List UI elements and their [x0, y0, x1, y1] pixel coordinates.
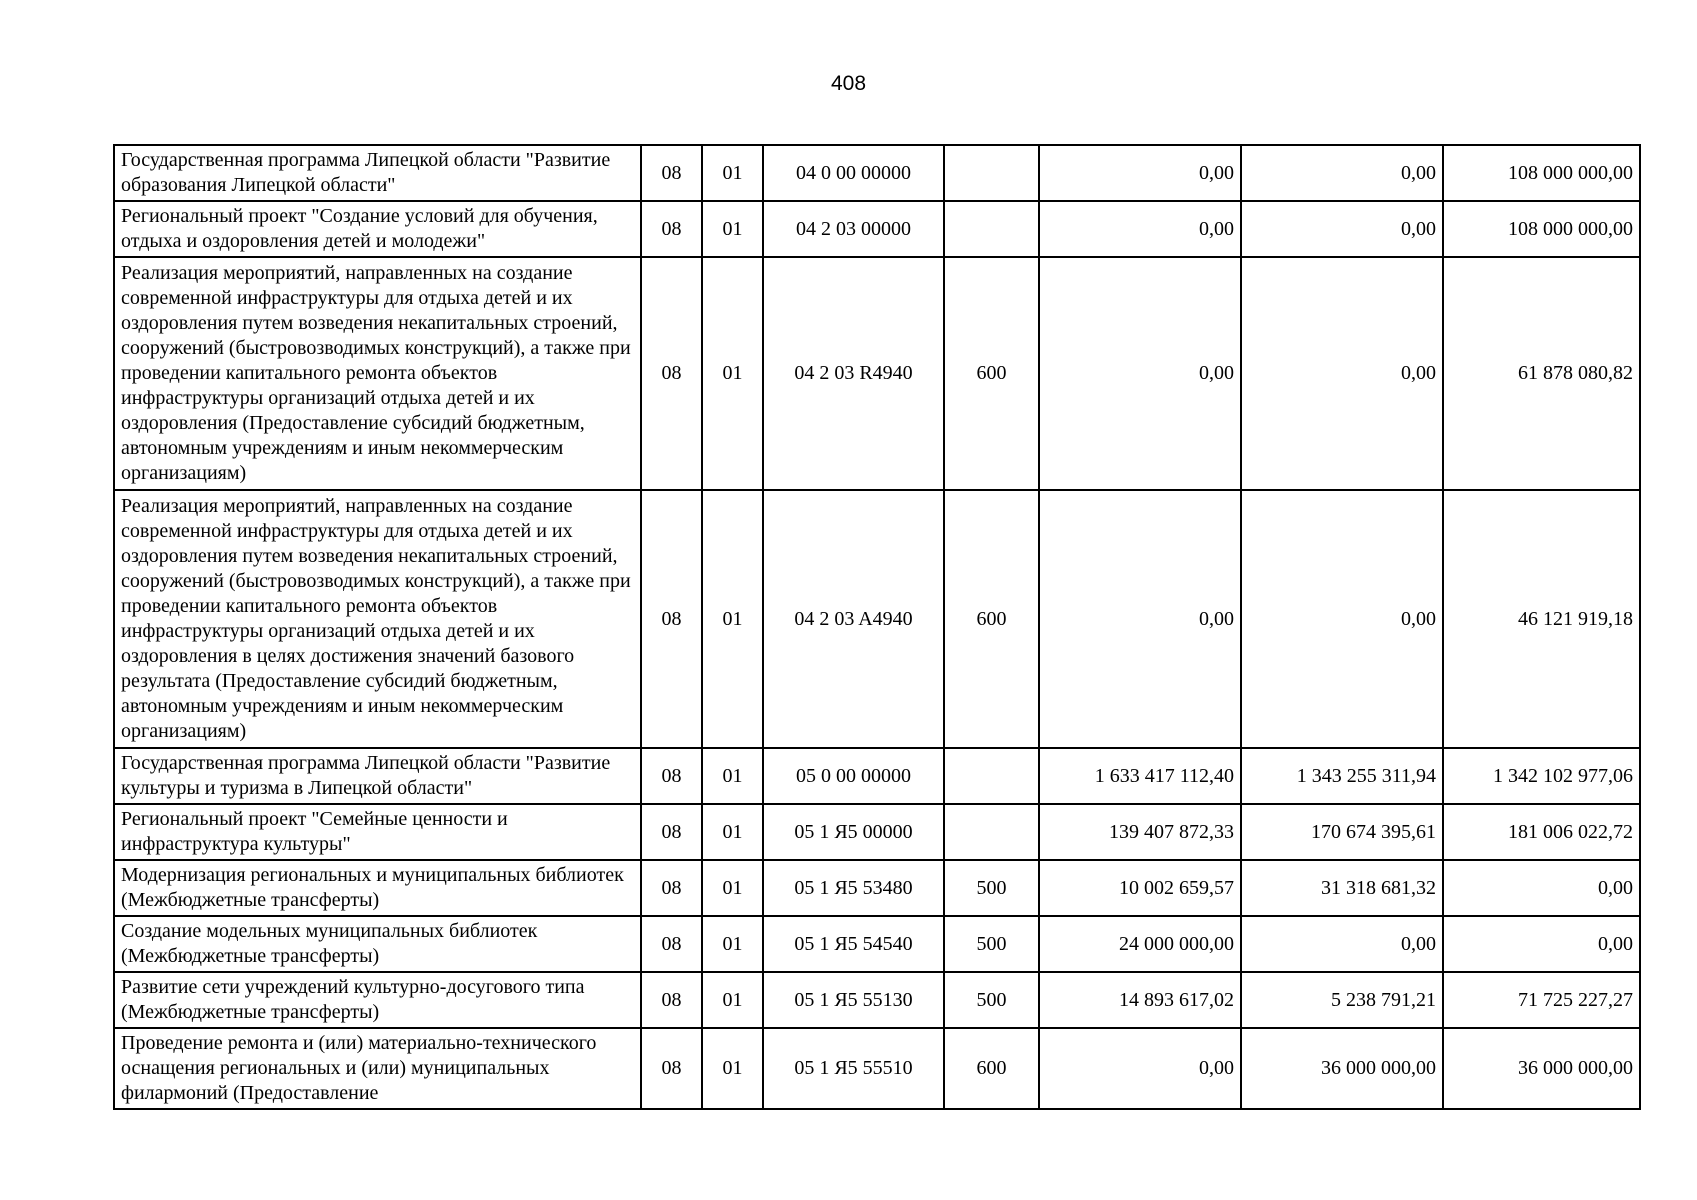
amount-year1-cell: 0,00	[1039, 145, 1241, 201]
row-name-cell: Государственная программа Липецкой области "Развитие образования Липецкой области"	[114, 145, 641, 201]
section-cell: 08	[641, 201, 702, 257]
table-row	[114, 201, 1640, 257]
expense-type-cell	[944, 201, 1039, 257]
table-row	[114, 748, 1640, 804]
subsection-cell: 01	[702, 748, 763, 804]
subsection-cell: 01	[702, 257, 763, 490]
expense-type-cell: 500	[944, 972, 1039, 1028]
row-name-cell: Реализация мероприятий, направленных на создание современной инфраструктуры для отдыха детей и их оздоровления путем возведения некапитальных строений, сооружений (быстровозводимых конструкций), а также при проведении капитального ремонта объектов инфраструктуры организаций отдыха детей и их оздоровления (Предоставление субсидий бюджетным, автономным учреждениям и иным некоммерческим организациям)	[114, 257, 641, 490]
table-row	[114, 860, 1640, 916]
amount-year1-cell: 0,00	[1039, 257, 1241, 490]
amount-year1-cell: 0,00	[1039, 1028, 1241, 1109]
amount-year2-cell: 0,00	[1241, 257, 1443, 490]
amount-year3-cell: 181 006 022,72	[1443, 804, 1640, 860]
amount-year2-cell: 0,00	[1241, 916, 1443, 972]
page-number: 408	[830, 72, 867, 95]
expense-type-cell	[944, 804, 1039, 860]
amount-year3-cell: 108 000 000,00	[1443, 145, 1640, 201]
amount-year2-cell: 170 674 395,61	[1241, 804, 1443, 860]
table-row	[114, 490, 1640, 748]
expense-type-cell: 600	[944, 257, 1039, 490]
target-article-cell: 04 2 03 00000	[763, 201, 944, 257]
table-row	[114, 1028, 1640, 1109]
amount-year1-cell: 14 893 617,02	[1039, 972, 1241, 1028]
target-article-cell: 05 1 Я5 00000	[763, 804, 944, 860]
subsection-cell: 01	[702, 804, 763, 860]
subsection-cell: 01	[702, 201, 763, 257]
row-name-cell: Проведение ремонта и (или) материально-технического оснащения региональных и (или) муниципальных филармоний (Предоставление	[114, 1028, 641, 1109]
amount-year2-cell: 36 000 000,00	[1241, 1028, 1443, 1109]
amount-year3-cell: 0,00	[1443, 860, 1640, 916]
subsection-cell: 01	[702, 490, 763, 748]
table-row	[114, 972, 1640, 1028]
row-name-cell: Региональный проект "Семейные ценности и инфраструктура культуры"	[114, 804, 641, 860]
table-row	[114, 916, 1640, 972]
amount-year3-cell: 1 342 102 977,06	[1443, 748, 1640, 804]
row-name-cell: Реализация мероприятий, направленных на создание современной инфраструктуры для отдыха детей и их оздоровления путем возведения некапитальных строений, сооружений (быстровозводимых конструкций), а также при проведении капитального ремонта объектов инфраструктуры организаций отдыха детей и их оздоровления в целях достижения значений базового результата (Предоставление субсидий бюджетным, автономным учреждениям и иным некоммерческим организациям)	[114, 490, 641, 748]
target-article-cell: 05 1 Я5 55130	[763, 972, 944, 1028]
amount-year2-cell: 1 343 255 311,94	[1241, 748, 1443, 804]
amount-year1-cell: 24 000 000,00	[1039, 916, 1241, 972]
row-name-cell: Развитие сети учреждений культурно-досугового типа (Межбюджетные трансферты)	[114, 972, 641, 1028]
section-cell: 08	[641, 490, 702, 748]
amount-year2-cell: 0,00	[1241, 490, 1443, 748]
amount-year1-cell: 10 002 659,57	[1039, 860, 1241, 916]
row-name-cell: Модернизация региональных и муниципальных библиотек (Межбюджетные трансферты)	[114, 860, 641, 916]
target-article-cell: 05 1 Я5 55510	[763, 1028, 944, 1109]
subsection-cell: 01	[702, 145, 763, 201]
amount-year3-cell: 108 000 000,00	[1443, 201, 1640, 257]
amount-year2-cell: 5 238 791,21	[1241, 972, 1443, 1028]
expense-type-cell: 500	[944, 860, 1039, 916]
section-cell: 08	[641, 257, 702, 490]
expense-type-cell: 500	[944, 916, 1039, 972]
row-name-cell: Государственная программа Липецкой области "Развитие культуры и туризма в Липецкой области"	[114, 748, 641, 804]
section-cell: 08	[641, 804, 702, 860]
section-cell: 08	[641, 145, 702, 201]
subsection-cell: 01	[702, 972, 763, 1028]
section-cell: 08	[641, 972, 702, 1028]
budget-table	[113, 144, 1641, 1110]
expense-type-cell	[944, 748, 1039, 804]
table-row	[114, 804, 1640, 860]
amount-year1-cell: 0,00	[1039, 490, 1241, 748]
amount-year2-cell: 0,00	[1241, 201, 1443, 257]
amount-year2-cell: 0,00	[1241, 145, 1443, 201]
section-cell: 08	[641, 1028, 702, 1109]
table-row	[114, 145, 1640, 201]
amount-year3-cell: 46 121 919,18	[1443, 490, 1640, 748]
row-name-cell: Региональный проект "Создание условий для обучения, отдыха и оздоровления детей и молодежи"	[114, 201, 641, 257]
table-row	[114, 257, 1640, 490]
subsection-cell: 01	[702, 1028, 763, 1109]
target-article-cell: 05 1 Я5 54540	[763, 916, 944, 972]
amount-year1-cell: 1 633 417 112,40	[1039, 748, 1241, 804]
amount-year3-cell: 0,00	[1443, 916, 1640, 972]
amount-year1-cell: 0,00	[1039, 201, 1241, 257]
amount-year3-cell: 36 000 000,00	[1443, 1028, 1640, 1109]
row-name-cell: Создание модельных муниципальных библиотек (Межбюджетные трансферты)	[114, 916, 641, 972]
amount-year3-cell: 61 878 080,82	[1443, 257, 1640, 490]
section-cell: 08	[641, 860, 702, 916]
amount-year3-cell: 71 725 227,27	[1443, 972, 1640, 1028]
expense-type-cell	[944, 145, 1039, 201]
section-cell: 08	[641, 916, 702, 972]
amount-year1-cell: 139 407 872,33	[1039, 804, 1241, 860]
target-article-cell: 05 1 Я5 53480	[763, 860, 944, 916]
expense-type-cell: 600	[944, 1028, 1039, 1109]
target-article-cell: 05 0 00 00000	[763, 748, 944, 804]
section-cell: 08	[641, 748, 702, 804]
target-article-cell: 04 0 00 00000	[763, 145, 944, 201]
amount-year2-cell: 31 318 681,32	[1241, 860, 1443, 916]
subsection-cell: 01	[702, 860, 763, 916]
expense-type-cell: 600	[944, 490, 1039, 748]
subsection-cell: 01	[702, 916, 763, 972]
target-article-cell: 04 2 03 R4940	[763, 257, 944, 490]
target-article-cell: 04 2 03 A4940	[763, 490, 944, 748]
